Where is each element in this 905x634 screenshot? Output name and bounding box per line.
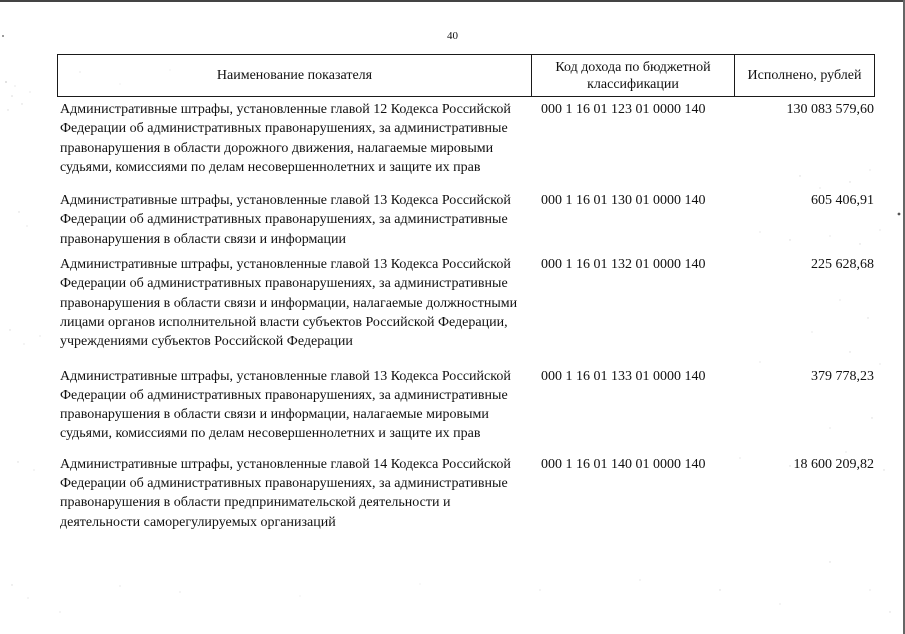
row-name-text: Административные штрафы, установленные главой 13 Кодекса Российской Федерации об административных правонарушениях, за административные правонарушения в области связи и информации [60,193,511,247]
row-amount: 18 600 209,82 [793,456,874,472]
header-amount: Исполнено, рублей [747,68,862,83]
row-name-text: Административные штрафы, установленные главой 14 Кодекса Российской Федерации об административных правонарушениях, за административные правонарушения в области предпринимательской деятельности и деятельности саморегулируемых организаций [60,456,511,530]
row-code: 000 1 16 01 123 01 0000 140 [541,102,706,117]
row-name [60,367,534,444]
row-name [60,255,534,351]
scan-edge-top [0,0,905,2]
row-code: 000 1 16 01 140 01 0000 140 [541,456,706,472]
row-name-text: Административные штрафы, установленные главой 13 Кодекса Российской Федерации об административных правонарушениях, за административные правонарушения в области связи и информации, налагаемые должностными лицами органов исполнительной власти субъектов Российской Федерации, учреждениями субъектов Российской Федерации [60,257,518,350]
table-row [60,367,875,444]
page-number: 40 [447,30,458,42]
header-code: Код дохода по бюджетной классификации [532,55,735,96]
table-row [60,255,875,351]
table-row [60,455,875,532]
row-amount: 605 406,91 [811,193,874,209]
row-name [60,455,534,532]
row-code: 000 1 16 01 130 01 0000 140 [541,193,706,209]
table-header [57,54,875,97]
row-name [60,100,534,177]
row-code: 000 1 16 01 132 01 0000 140 [541,257,706,273]
row-name-text: Административные штрафы, установленные главой 12 Кодекса Российской Федерации об административных правонарушениях, за административные правонарушения в области дорожного движения, налагаемые мировыми судьями, комиссиями по делам несовершеннолетних и защите их прав [60,102,511,175]
row-name-text: Административные штрафы, установленные главой 13 Кодекса Российской Федерации об административных правонарушениях, за административные правонарушения в области связи и информации, налагаемые мировыми судьями, комиссиями по делам несовершеннолетних и защите их прав [60,368,511,442]
row-amount: 225 628,68 [811,257,874,273]
header-name: Наименование показателя [58,55,532,96]
row-amount: 130 083 579,60 [786,102,874,117]
table-row [60,191,875,249]
table-body [60,100,875,532]
row-code: 000 1 16 01 133 01 0000 140 [541,368,706,384]
row-amount: 379 778,23 [811,368,874,384]
table-row [60,100,875,177]
row-name [60,191,534,249]
